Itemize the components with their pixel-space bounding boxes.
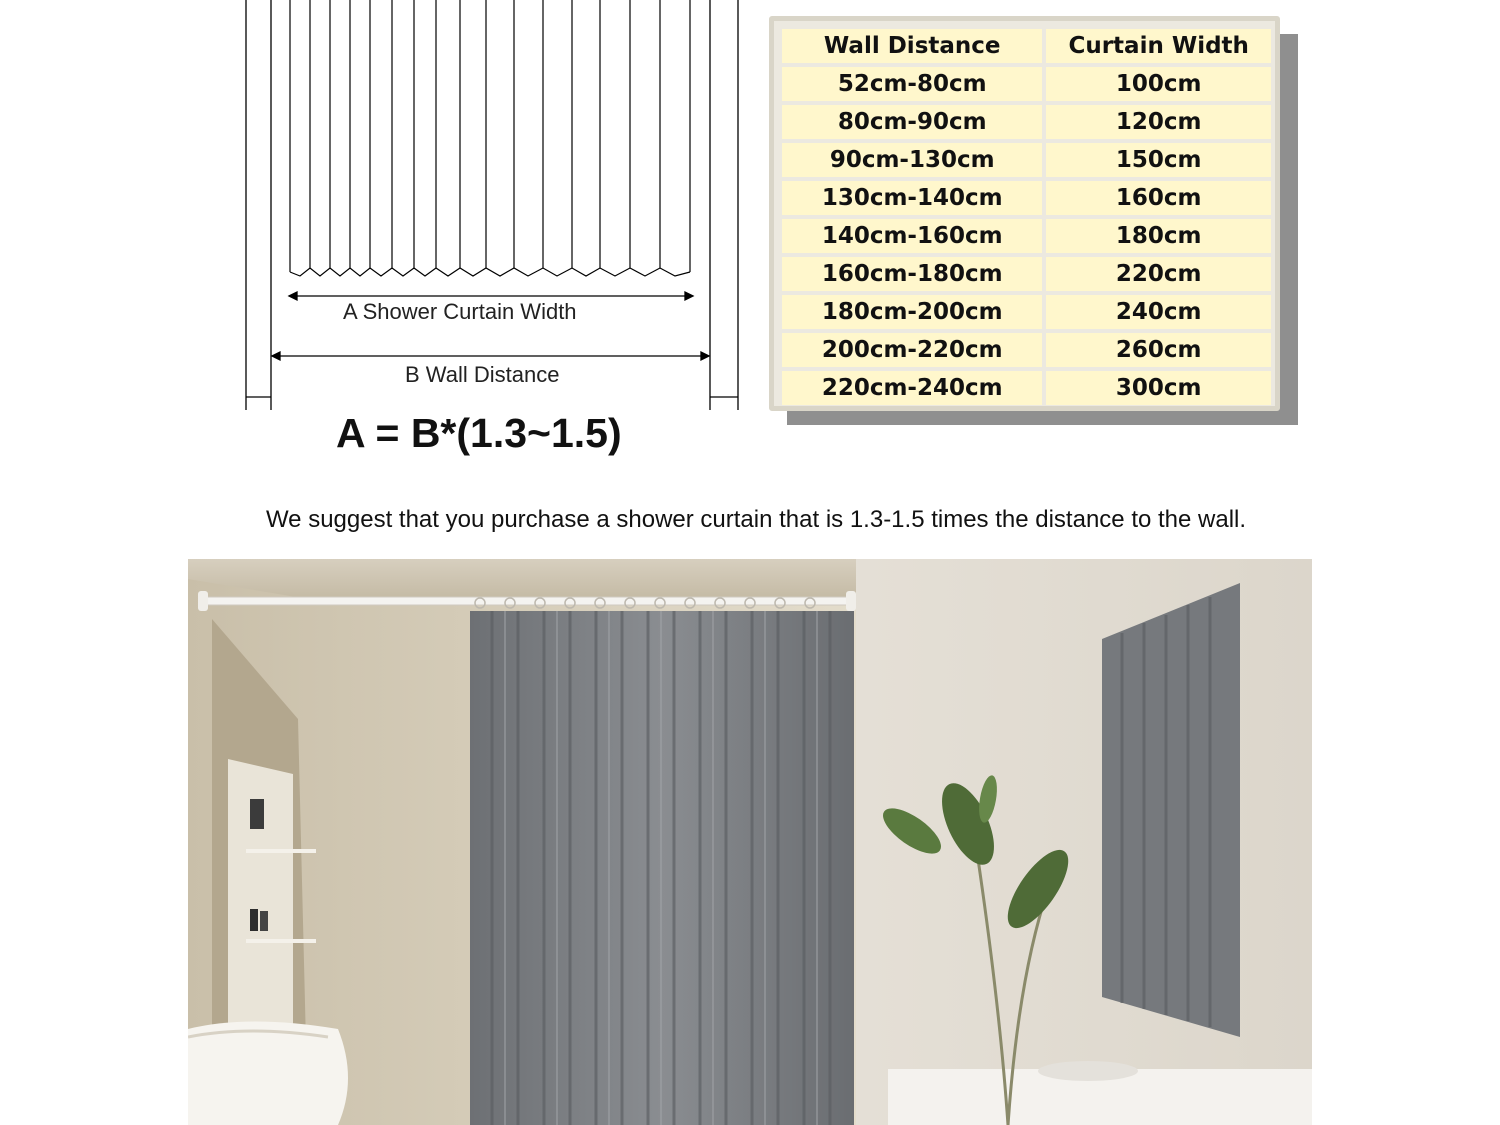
cell-wall-distance: 180cm-200cm (782, 295, 1042, 329)
cell-wall-distance: 140cm-160cm (782, 219, 1042, 253)
curtain-diagram (0, 0, 760, 470)
cell-curtain-width: 150cm (1046, 143, 1271, 177)
cell-wall-distance: 160cm-180cm (782, 257, 1042, 291)
table-frame (769, 16, 1280, 411)
formula: A = B*(1.3~1.5) (336, 410, 622, 456)
cell-wall-distance: 130cm-140cm (782, 181, 1042, 215)
table-row (782, 181, 1271, 215)
bathroom-curtain-photo (188, 559, 1312, 1125)
size-table (778, 25, 1275, 409)
table-row (782, 257, 1271, 291)
cell-wall-distance: 52cm-80cm (782, 67, 1042, 101)
cell-curtain-width: 100cm (1046, 67, 1271, 101)
table-row (782, 219, 1271, 253)
size-table-panel (769, 16, 1280, 411)
table-row (782, 143, 1271, 177)
table-row (782, 295, 1271, 329)
cell-wall-distance: 80cm-90cm (782, 105, 1042, 139)
left-wall (246, 0, 271, 410)
table-row (782, 371, 1271, 405)
cell-curtain-width: 260cm (1046, 333, 1271, 367)
cell-curtain-width: 180cm (1046, 219, 1271, 253)
cell-curtain-width: 220cm (1046, 257, 1271, 291)
table-row (782, 67, 1271, 101)
cell-curtain-width: 240cm (1046, 295, 1271, 329)
cell-curtain-width: 300cm (1046, 371, 1271, 405)
curtain-outline (290, 0, 690, 276)
header-wall-distance: Wall Distance (782, 29, 1042, 63)
header-curtain-width: Curtain Width (1046, 29, 1271, 63)
cell-wall-distance: 90cm-130cm (782, 143, 1042, 177)
table-header-row (782, 29, 1271, 63)
cell-wall-distance: 200cm-220cm (782, 333, 1042, 367)
label-wall-distance: B Wall Distance (405, 362, 560, 387)
cell-curtain-width: 160cm (1046, 181, 1271, 215)
wall-distance-arrow (272, 352, 709, 360)
suggestion-text: We suggest that you purchase a shower curtain that is 1.3-1.5 times the distance to the wall. (265, 506, 1247, 533)
label-shower-curtain-width: A Shower Curtain Width (343, 299, 577, 324)
cell-curtain-width: 120cm (1046, 105, 1271, 139)
cell-wall-distance: 220cm-240cm (782, 371, 1042, 405)
table-row (782, 333, 1271, 367)
bathroom-illustration (188, 559, 1312, 1125)
right-wall (710, 0, 738, 410)
table-row (782, 105, 1271, 139)
